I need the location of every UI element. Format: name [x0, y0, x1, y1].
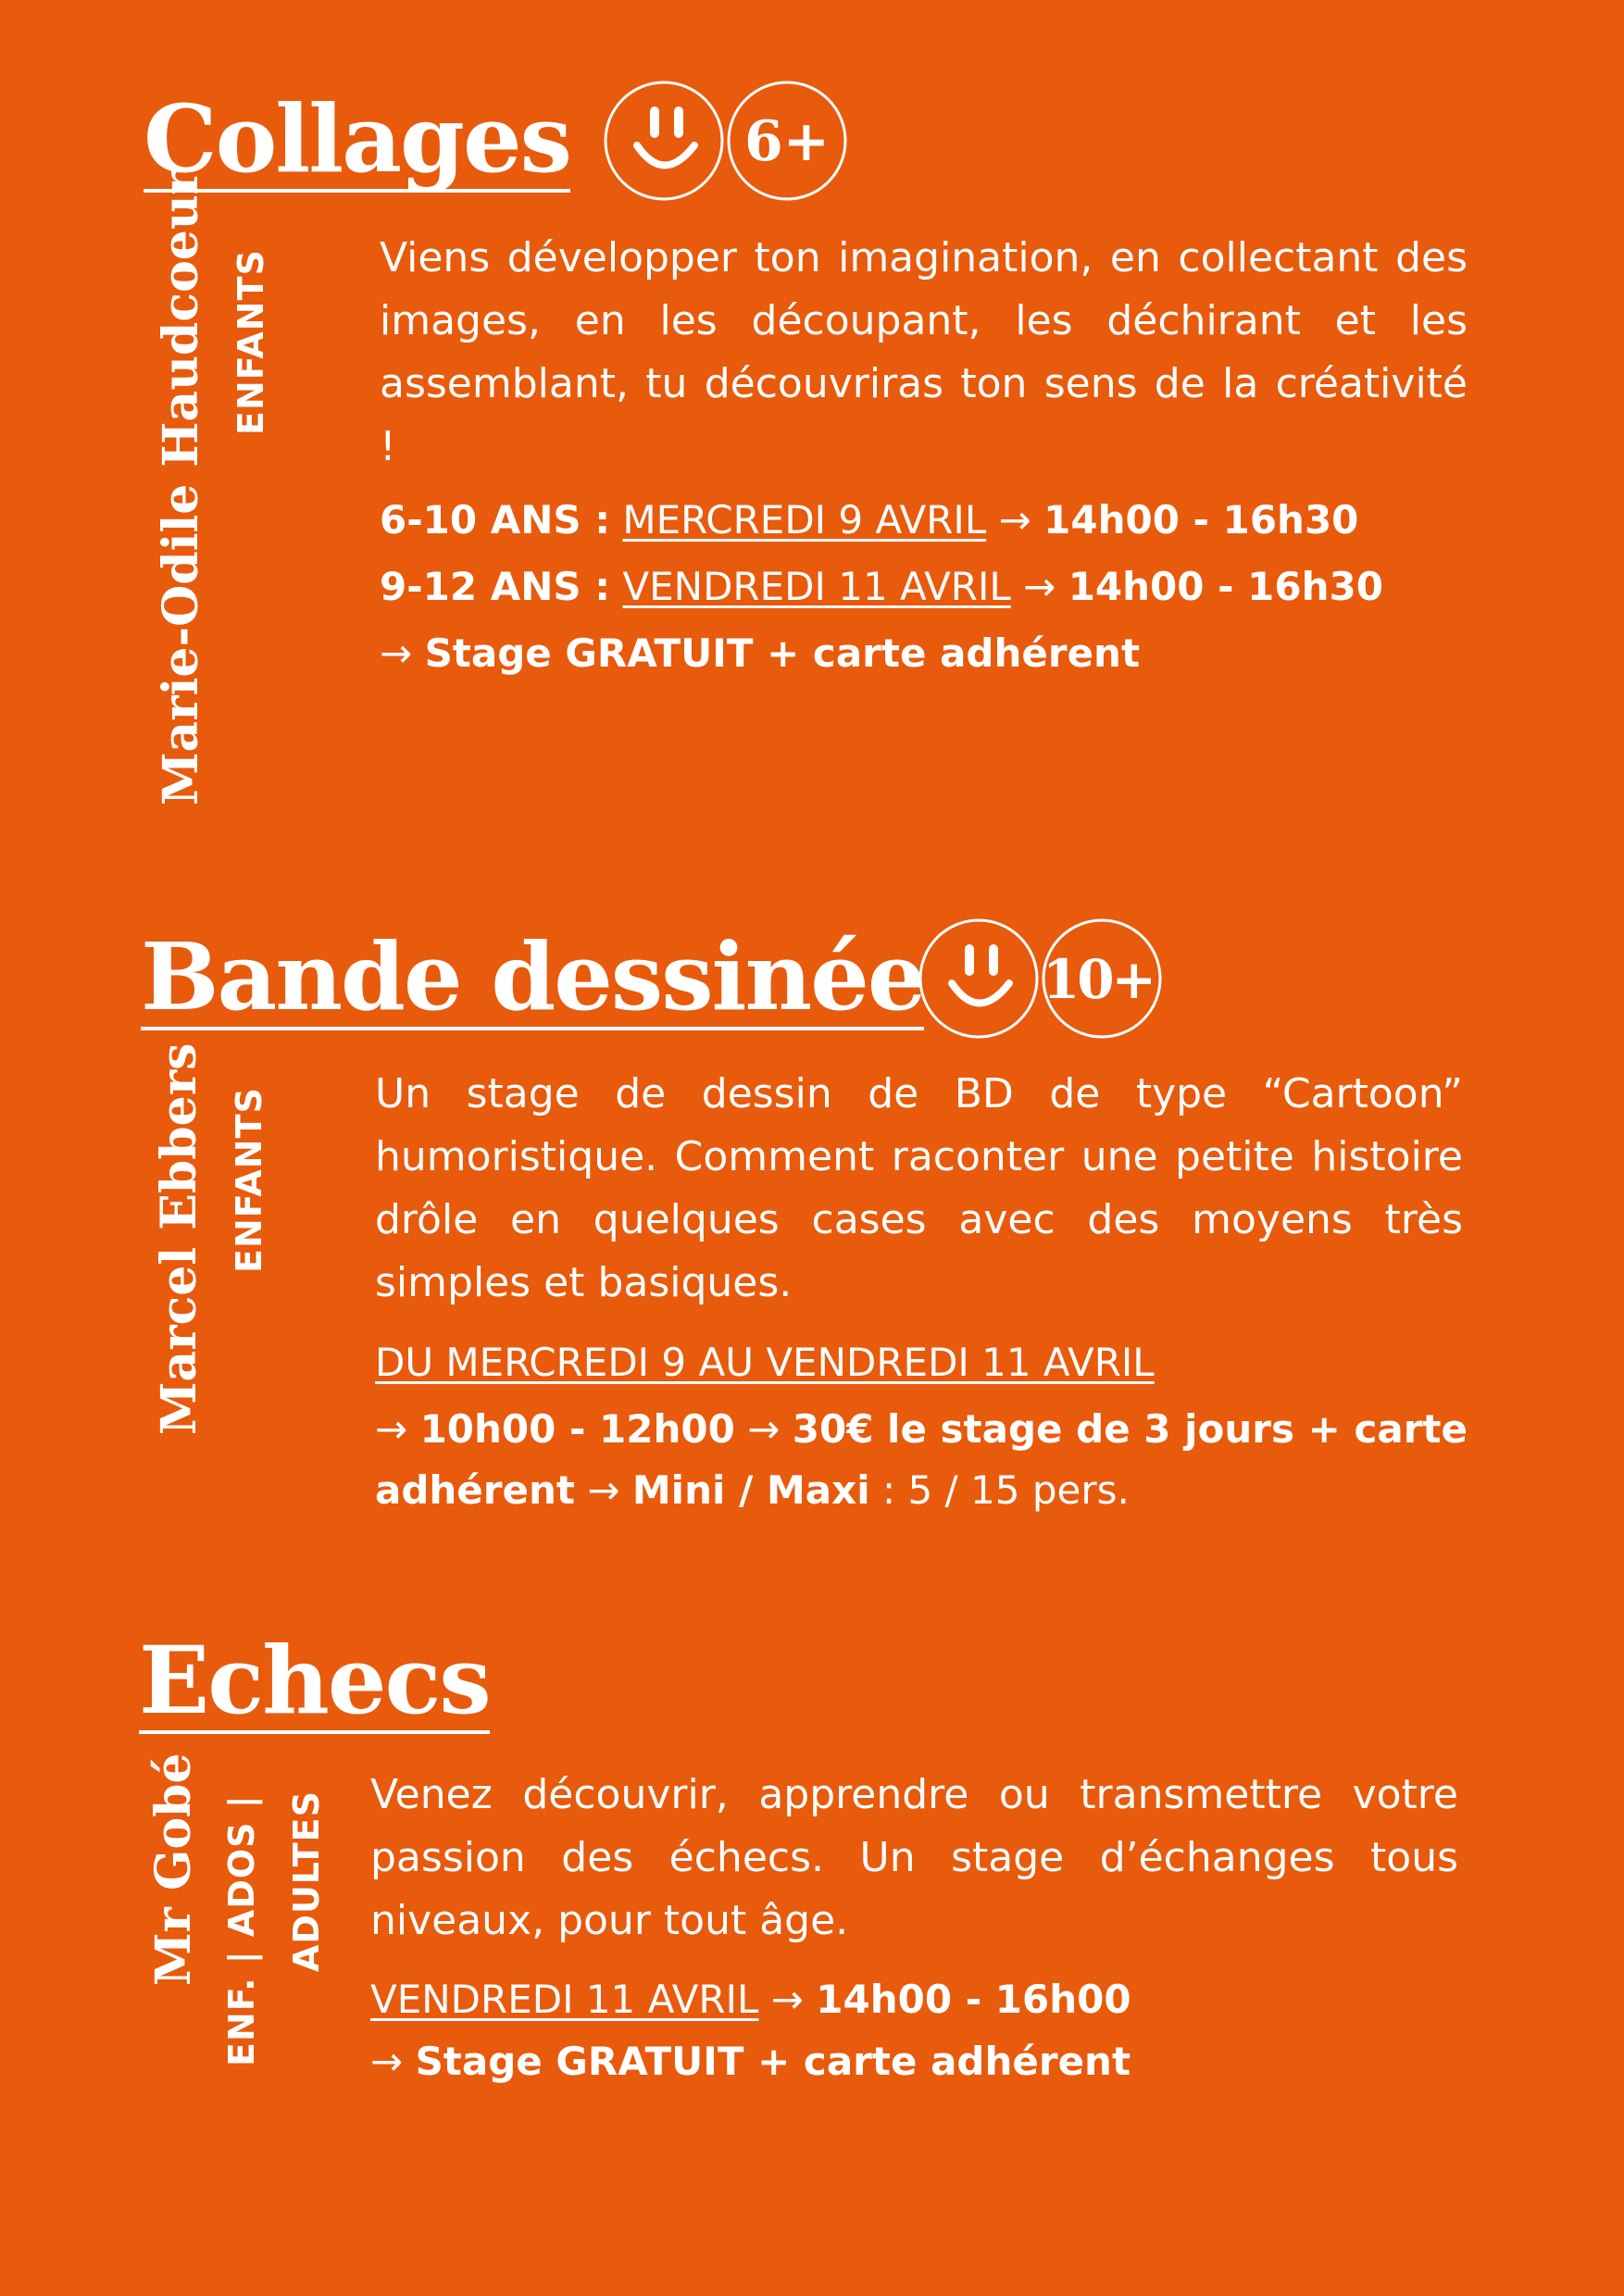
- collages-schedule-row-2: [380, 557, 1383, 617]
- collages-row2-date: VENDREDI 11 AVRIL: [622, 564, 1011, 609]
- collages-price: [380, 624, 1140, 683]
- echecs-title: Echecs: [139, 1626, 490, 1735]
- collages-author: Marie-Odile Haudcoeur: [153, 168, 209, 805]
- arrow-icon: →: [587, 1467, 620, 1513]
- collages-schedule-row-1: [380, 491, 1358, 550]
- arrow-icon: →: [747, 1406, 781, 1452]
- bd-price-line-2: [375, 1461, 1130, 1520]
- bd-badge-age: 10+: [1042, 948, 1155, 1011]
- bd-title: Bande dessinée: [141, 922, 925, 1031]
- bd-dates-text: DU MERCREDI 9 AU VENDREDI 11 AVRIL: [375, 1340, 1155, 1385]
- bd-minmax-value: : 5 / 15 pers.: [881, 1467, 1130, 1513]
- echecs-date: VENDREDI 11 AVRIL: [370, 1977, 759, 2022]
- smiley-age-icon: [917, 917, 1167, 1042]
- collages-description: Viens développer ton imagination, en collectant des images, en les découpant, les déchirant et les assemblant, tu découvriras ton sens de la créativité !: [380, 234, 1468, 470]
- echecs-price: [370, 2032, 1131, 2091]
- collages-row1-age: 6-10 ANS :: [380, 497, 611, 543]
- arrow-icon: →: [1023, 564, 1056, 609]
- bd-price-part2: adhérent: [375, 1467, 575, 1513]
- echecs-category-line-1: ENF. | ADOS |: [221, 1794, 262, 2066]
- echecs-category-line-2: ADULTES: [286, 1791, 327, 1972]
- smiley-age-icon: [602, 79, 852, 204]
- arrow-icon: →: [998, 497, 1031, 543]
- collages-row2-time: 14h00 - 16h30: [1068, 564, 1383, 609]
- echecs-schedule: [370, 1970, 1131, 2029]
- collages-badge-age: 6+: [743, 109, 831, 174]
- collages-category: ENFANTS: [231, 249, 271, 435]
- collages-price-text: Stage GRATUIT + carte adhérent: [424, 630, 1141, 676]
- echecs-price-text: Stage GRATUIT + carte adhérent: [415, 2039, 1131, 2084]
- bd-dates: [375, 1333, 1155, 1392]
- bd-price-part1: 30€ le stage de 3 jours + carte: [792, 1406, 1468, 1452]
- echecs-description: Venez découvrir, apprendre ou transmettre votre passion des échecs. Un stage d’échanges tous niveaux, pour tout âge.: [370, 1771, 1458, 1944]
- bd-age-badge: [917, 917, 1167, 1042]
- arrow-icon: →: [380, 630, 413, 676]
- bd-category: ENFANTS: [229, 1087, 269, 1273]
- bd-schedule: [375, 1400, 1468, 1459]
- collages-title: Collages: [144, 84, 570, 193]
- arrow-icon: →: [770, 1977, 804, 2022]
- arrow-icon: →: [370, 2039, 404, 2084]
- bd-author: Marcel Ebbers: [151, 1042, 207, 1435]
- arrow-icon: →: [375, 1406, 408, 1452]
- collages-row1-date: MERCREDI 9 AVRIL: [622, 497, 987, 543]
- bd-description: Un stage de dessin de BD de type “Cartoon” humoristique. Comment raconter une petite histoire drôle en quelques cases avec des moyens très simples et basiques.: [375, 1070, 1463, 1306]
- collages-row1-time: 14h00 - 16h30: [1043, 497, 1359, 543]
- bd-time: 10h00 - 12h00: [419, 1406, 735, 1452]
- collages-age-badge: [602, 79, 852, 204]
- echecs-time: 14h00 - 16h00: [816, 1977, 1131, 2022]
- echecs-author: Mr Gobé: [145, 1753, 202, 1986]
- bd-minmax-label: Mini / Maxi: [631, 1467, 870, 1513]
- collages-row2-age: 9-12 ANS :: [380, 564, 611, 609]
